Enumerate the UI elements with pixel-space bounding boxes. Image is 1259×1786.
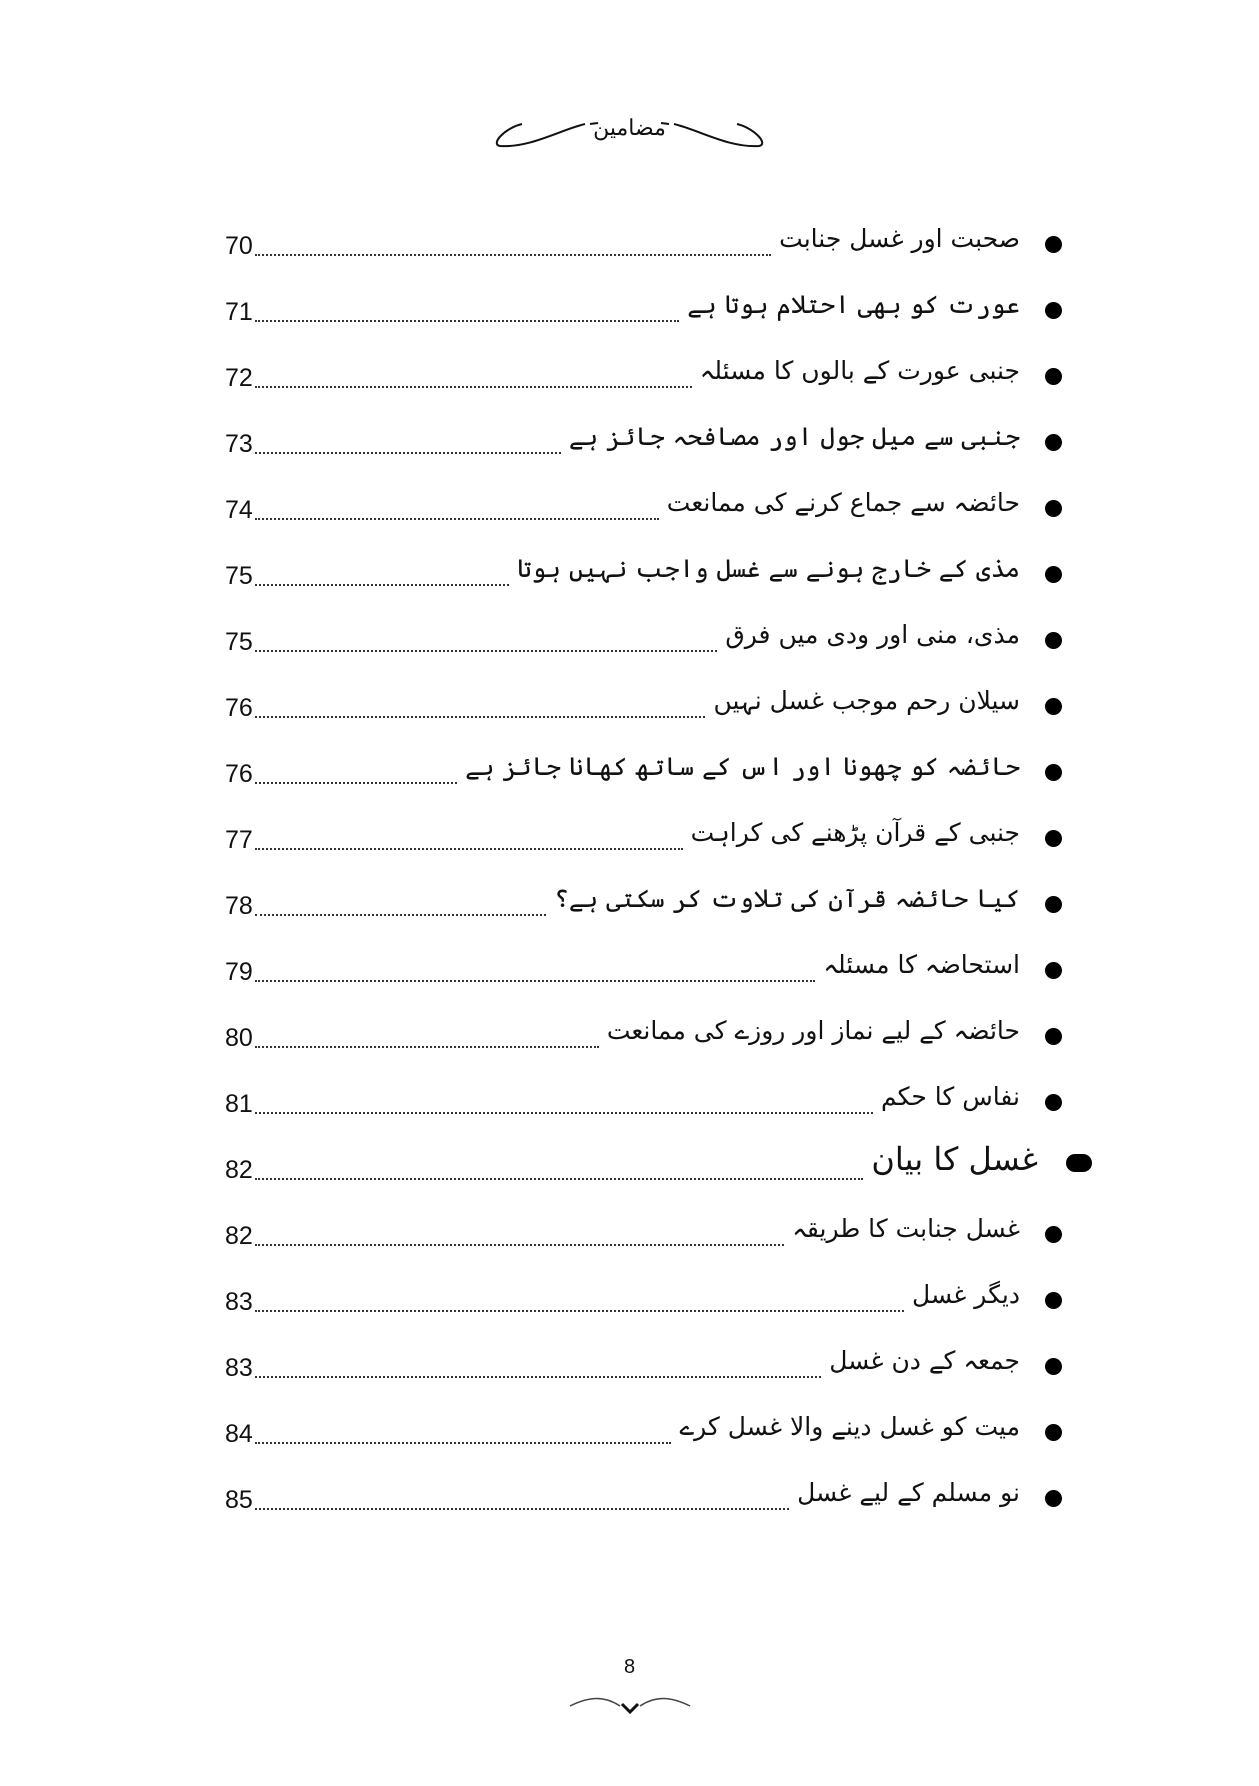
toc-leader-dots xyxy=(255,626,718,652)
toc-entry-row xyxy=(200,1410,1080,1476)
toc-leader-dots xyxy=(255,890,546,916)
toc-entry-row xyxy=(200,882,1080,948)
toc-entry-row xyxy=(200,1344,1080,1410)
toc-entry-title: دیگر غسل xyxy=(906,1280,1020,1309)
toc-page-number: 81 xyxy=(225,1090,253,1118)
toc-entry-row xyxy=(200,1476,1080,1542)
toc-page-number: 76 xyxy=(225,760,253,788)
toc-entry-title: سیلان رحم موجب غسل نہیں xyxy=(707,686,1020,715)
bullet-icon xyxy=(1045,1292,1062,1309)
bullet-icon xyxy=(1045,566,1062,583)
toc-leader-dots xyxy=(255,1484,789,1510)
toc-entry-title: نفاس کا حکم xyxy=(875,1082,1020,1111)
toc-entry-row xyxy=(200,486,1080,552)
toc-entry-row xyxy=(200,288,1080,354)
toc-leader-dots xyxy=(255,428,561,454)
toc-page-number: 82 xyxy=(225,1222,253,1250)
toc-entry-title: جنبی کے قرآن پڑھنے کی کراہت xyxy=(685,818,1020,847)
bullet-icon xyxy=(1045,1094,1062,1111)
toc-entry-title: جنبی سے میل جول اور مصافحہ جائز ہے xyxy=(563,422,1020,451)
toc-entry-title: صحبت اور غسل جنابت xyxy=(773,224,1020,253)
toc-entry-title: جنبی عورت کے بالوں کا مسئلہ xyxy=(694,356,1020,385)
bullet-icon xyxy=(1045,698,1062,715)
toc-leader-dots xyxy=(255,1352,821,1378)
toc-page-number: 76 xyxy=(225,694,253,722)
bullet-icon xyxy=(1045,368,1062,385)
toc-entry-row xyxy=(200,948,1080,1014)
table-of-contents xyxy=(200,222,1080,1542)
toc-leader-dots xyxy=(255,956,816,982)
toc-leader-dots xyxy=(255,1286,904,1312)
toc-leader-dots xyxy=(255,692,706,718)
toc-page-number: 85 xyxy=(225,1486,253,1514)
bullet-icon xyxy=(1045,302,1062,319)
toc-page-number: 75 xyxy=(225,628,253,656)
page-header xyxy=(0,108,1259,158)
toc-leader-dots xyxy=(255,758,457,784)
bullet-icon xyxy=(1045,1028,1062,1045)
bullet-icon xyxy=(1045,1358,1062,1375)
bullet-icon xyxy=(1045,764,1062,781)
toc-section-row xyxy=(200,1140,1080,1212)
toc-entry-title: غسل جنابت کا طریقہ xyxy=(786,1214,1020,1243)
toc-leader-dots xyxy=(255,1418,672,1444)
page-number: 8 xyxy=(623,1656,636,1678)
toc-leader-dots xyxy=(255,1088,873,1114)
page-title: مضامین xyxy=(593,116,666,141)
toc-entry-title: استحاضہ کا مسئلہ xyxy=(817,950,1020,979)
toc-entry-row xyxy=(200,420,1080,486)
toc-leader-dots xyxy=(255,560,509,586)
toc-entry-row xyxy=(200,1212,1080,1278)
toc-entry-row xyxy=(200,684,1080,750)
toc-entry-row xyxy=(200,618,1080,684)
toc-entry-title: حائضہ کے لیے نماز اور روزے کی ممانعت xyxy=(601,1016,1020,1045)
bullet-icon xyxy=(1045,962,1062,979)
toc-leader-dots xyxy=(255,494,659,520)
toc-leader-dots xyxy=(255,1022,599,1048)
toc-leader-dots xyxy=(255,230,771,256)
toc-entry-row xyxy=(200,222,1080,288)
toc-entry-title: کیا حائضہ قرآن کی تلاوت کر سکتی ہے؟ xyxy=(548,884,1020,913)
toc-page-number: 71 xyxy=(225,298,253,326)
toc-page-number: 79 xyxy=(225,958,253,986)
toc-page-number: 73 xyxy=(225,430,253,458)
toc-page-number: 82 xyxy=(225,1156,253,1184)
toc-entry-row xyxy=(200,1080,1080,1146)
toc-entry-title: حائضہ کو چھونا اور اس کے ساتھ کھانا جائز ہے xyxy=(459,752,1020,781)
toc-entry-title: عورت کو بھی احتلام ہوتا ہے xyxy=(681,290,1020,319)
toc-leader-dots xyxy=(255,362,692,388)
toc-entry-title: مذی کے خارج ہونے سے غسل واجب نہیں ہوتا xyxy=(511,554,1020,583)
toc-page-number: 74 xyxy=(225,496,253,524)
bullet-icon xyxy=(1045,1226,1062,1243)
toc-page-number: 75 xyxy=(225,562,253,590)
toc-page-number: 77 xyxy=(225,826,253,854)
toc-entry-row xyxy=(200,750,1080,816)
toc-entry-title: جمعہ کے دن غسل xyxy=(823,1346,1020,1375)
toc-leader-dots xyxy=(255,824,683,850)
bullet-icon xyxy=(1045,1424,1062,1441)
toc-page-number: 80 xyxy=(225,1024,253,1052)
toc-leader-dots xyxy=(255,1220,784,1246)
toc-entry-row xyxy=(200,1014,1080,1080)
toc-entry-row xyxy=(200,552,1080,618)
bullet-icon xyxy=(1045,434,1062,451)
bullet-icon xyxy=(1066,1154,1092,1172)
toc-leader-dots xyxy=(255,296,679,322)
bullet-icon xyxy=(1045,896,1062,913)
toc-entry-title: غسل کا بیان xyxy=(865,1140,1038,1178)
toc-entry-row xyxy=(200,816,1080,882)
page-footer xyxy=(0,1656,1259,1716)
toc-leader-dots xyxy=(255,1154,864,1180)
toc-entry-title: حائضہ سے جماع کرنے کی ممانعت xyxy=(661,488,1020,517)
bullet-icon xyxy=(1045,1490,1062,1507)
toc-page-number: 78 xyxy=(225,892,253,920)
toc-page-number: 84 xyxy=(225,1420,253,1448)
bullet-icon xyxy=(1045,632,1062,649)
toc-entry-title: میت کو غسل دینے والا غسل کرے xyxy=(673,1412,1020,1441)
toc-page-number: 83 xyxy=(225,1354,253,1382)
bullet-icon xyxy=(1045,830,1062,847)
toc-page-number: 83 xyxy=(225,1288,253,1316)
toc-entry-row xyxy=(200,354,1080,420)
toc-page-number: 72 xyxy=(225,364,253,392)
toc-entry-title: مذی، منی اور ودی میں فرق xyxy=(719,620,1020,649)
toc-entry-row xyxy=(200,1278,1080,1344)
toc-page-number: 70 xyxy=(225,232,253,260)
bullet-icon xyxy=(1045,236,1062,253)
toc-entry-title: نو مسلم کے لیے غسل xyxy=(791,1478,1020,1507)
bullet-icon xyxy=(1045,500,1062,517)
